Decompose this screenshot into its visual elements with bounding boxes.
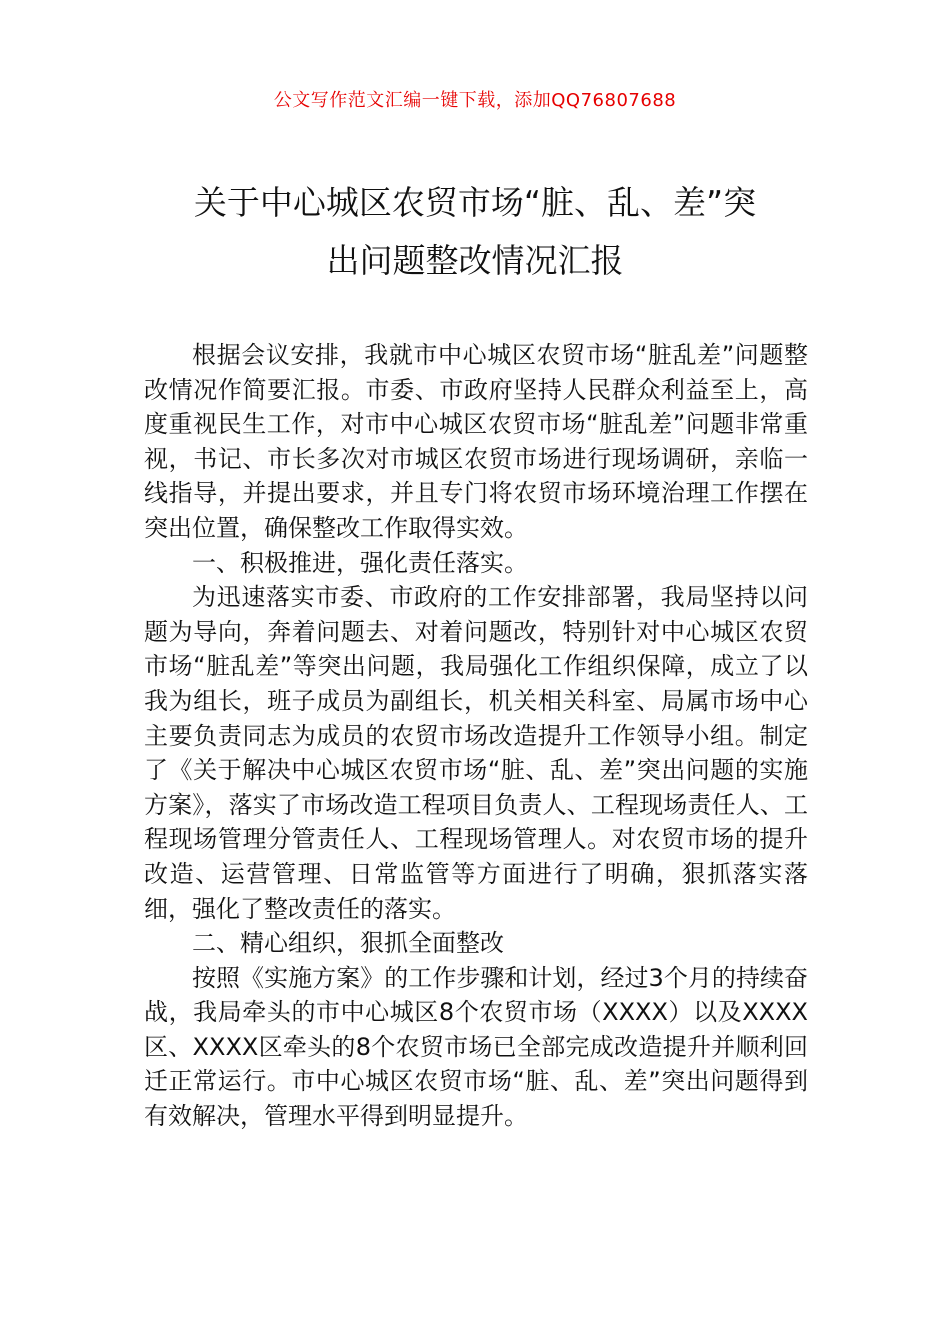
section-1-paragraph: 为迅速落实市委、市政府的工作安排部署，我局坚持以问题为导向，奔着问题去、对着问题改，特别针对中心城区农贸市场“脏乱差”等突出问题，我局强化工作组织保障，成立了以我为组长，班子成员为副组长，机关相关科室、局属市场中心主要负责同志为成员的农贸市场改造提升工作领导小组。制定了《关于解决中心城区农贸市场“脏、乱、差”突出问题的实施方案》，落实了市场改造工程项目负责人、工程现场责任人、工程现场管理分管责任人、工程现场管理人。对农贸市场的提升改造、运营管理、日常监管等方面进行了明确，狠抓落实落细，强化了整改责任的落实。 — [144, 583, 808, 923]
section-2-paragraph: 按照《实施方案》的工作步骤和计划，经过3个月的持续奋战，我局牵头的市中心城区8个农贸市场（XXXX）以及XXXX区、XXXX区牵头的8个农贸市场已全部完成改造提升并顺利回迁正常运行。市中心城区农贸市场“脏、乱、差”突出问题得到有效解决，管理水平得到明显提升。 — [144, 963, 808, 1131]
intro-paragraph: 根据会议安排，我就市中心城区农贸市场“脏乱差”问题整改情况作简要汇报。市委、市政府坚持人民群众利益至上，高度重视民生工作，对市中心城区农贸市场“脏乱差”问题非常重视，书记、市长多次对市城区农贸市场进行现场调研，亲临一线指导，并提出要求，并且专门将农贸市场环境治理工作摆在突出位置，确保整改工作取得实效。 — [144, 341, 808, 542]
document-body — [144, 338, 808, 1134]
document-title-line-1: 关于中心城区农贸市场“脏、乱、差”突 — [193, 183, 757, 222]
document-title — [130, 174, 820, 290]
section-heading-2: 二、精心组织，狠抓全面整改 — [192, 929, 504, 958]
document-title-line-2: 出问题整改情况汇报 — [326, 241, 624, 280]
download-note: 公文写作范文汇编一键下载，添加QQ76807688 — [273, 90, 677, 111]
section-heading-1: 一、积极推进，强化责任落实。 — [192, 548, 528, 577]
